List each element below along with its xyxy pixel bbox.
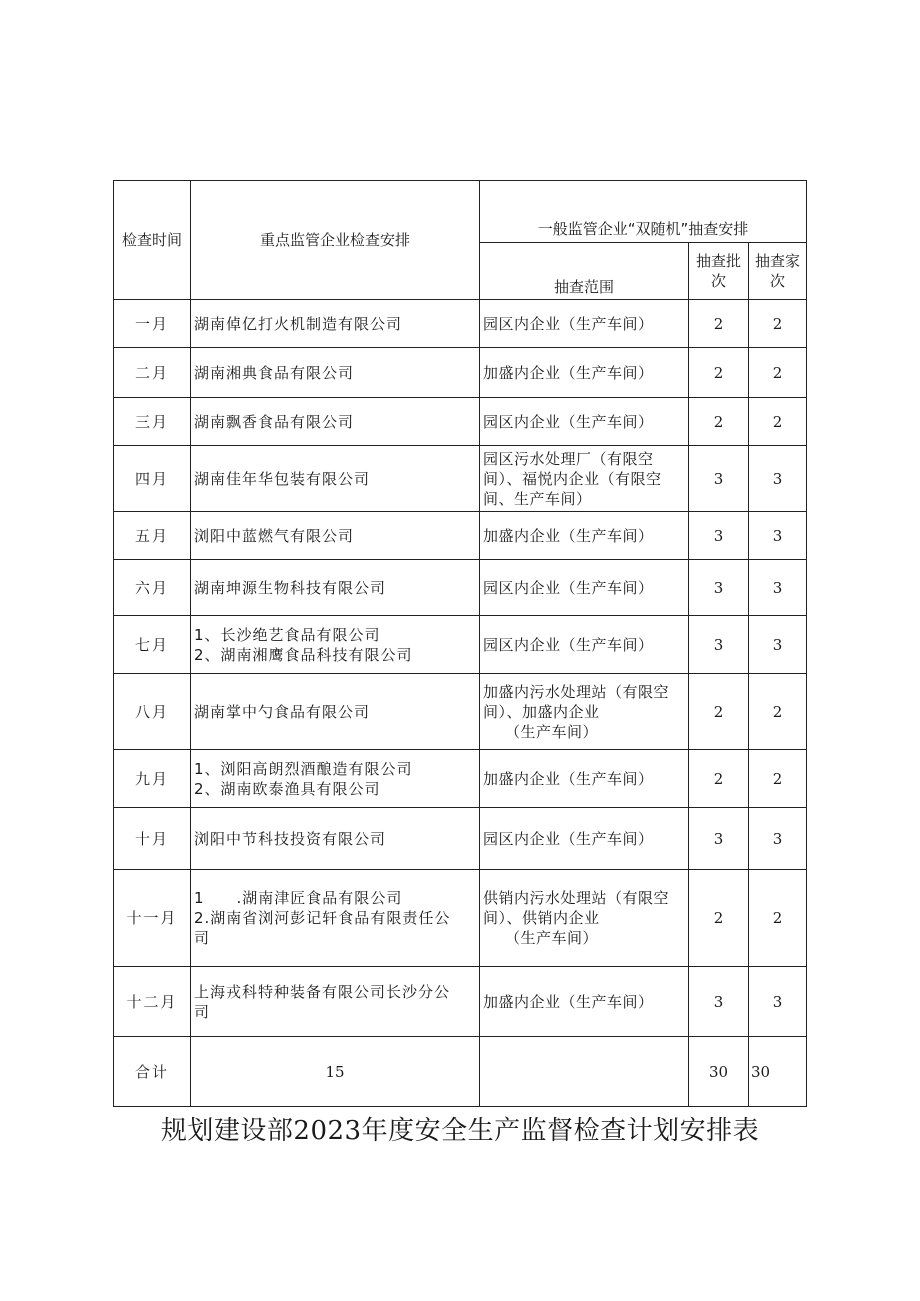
table-row bbox=[114, 512, 807, 560]
key-enterprise-line: 湖南倬亿打火机制造有限公司 bbox=[194, 314, 403, 333]
key-enterprise-cell bbox=[191, 348, 480, 398]
key-enterprise-cell bbox=[191, 616, 480, 674]
sample-scope-line: 园区内企业（生产车间） bbox=[483, 412, 654, 431]
sample-scope-line: 间、生产车间） bbox=[483, 489, 592, 508]
sample-scope-line: 间）、加盛内企业 bbox=[483, 702, 600, 721]
key-enterprise-line: 湖南掌中勺食品有限公司 bbox=[194, 702, 371, 721]
sample-scope-line: 园区内企业（生产车间） bbox=[483, 314, 654, 333]
total-row bbox=[114, 1037, 807, 1107]
key-enterprise-cell bbox=[191, 512, 480, 560]
total-companies: 30 bbox=[749, 1037, 807, 1107]
sample-scope-cell bbox=[480, 512, 689, 560]
batches-cell: 3 bbox=[689, 512, 749, 560]
month-cell: 十月 bbox=[114, 808, 191, 870]
companies-cell: 3 bbox=[749, 616, 807, 674]
sample-scope-line: 加盛内企业（生产车间） bbox=[483, 363, 654, 382]
month-cell: 一月 bbox=[114, 300, 191, 348]
key-enterprise-line: 2、湖南欧泰渔具有限公司 bbox=[194, 779, 381, 798]
batches-cell: 2 bbox=[689, 348, 749, 398]
total-key-count: 15 bbox=[191, 1037, 480, 1107]
companies-cell: 2 bbox=[749, 750, 807, 808]
sample-scope-line: （生产车间） bbox=[505, 722, 599, 741]
sample-scope-line: 加盛内企业（生产车间） bbox=[483, 526, 654, 545]
sample-scope-line: 园区污水处理厂（有限空 bbox=[483, 449, 654, 468]
month-cell: 二月 bbox=[114, 348, 191, 398]
key-enterprise-cell bbox=[191, 750, 480, 808]
key-enterprise-cell bbox=[191, 398, 480, 446]
key-enterprise-cell bbox=[191, 300, 480, 348]
key-enterprise-cell bbox=[191, 808, 480, 870]
table-row bbox=[114, 398, 807, 446]
sample-scope-cell bbox=[480, 348, 689, 398]
sample-scope-line: 园区内企业（生产车间） bbox=[483, 635, 654, 654]
batches-cell: 3 bbox=[689, 446, 749, 512]
header-inspection-time: 检查时间 bbox=[114, 181, 191, 300]
companies-cell: 3 bbox=[749, 560, 807, 616]
sample-scope-line: 园区内企业（生产车间） bbox=[483, 829, 654, 848]
table-row bbox=[114, 300, 807, 348]
table-row bbox=[114, 674, 807, 750]
table-body bbox=[114, 300, 807, 1037]
sample-scope-cell bbox=[480, 674, 689, 750]
sample-scope-line: 加盛内企业（生产车间） bbox=[483, 992, 654, 1011]
batches-cell: 3 bbox=[689, 808, 749, 870]
header-general-enterprise-plan: 一般监管企业“双随机”抽查安排 bbox=[480, 181, 807, 243]
companies-cell: 3 bbox=[749, 967, 807, 1037]
document-title: 规划建设部2023年度安全生产监督检查计划安排表 bbox=[160, 1116, 760, 1146]
sample-scope-cell bbox=[480, 560, 689, 616]
companies-cell: 3 bbox=[749, 512, 807, 560]
month-cell: 三月 bbox=[114, 398, 191, 446]
header-sample-companies: 抽查家次 bbox=[749, 243, 807, 300]
table-row bbox=[114, 808, 807, 870]
header-key-enterprise-plan: 重点监管企业检查安排 bbox=[191, 181, 480, 300]
table-row bbox=[114, 446, 807, 512]
companies-cell: 2 bbox=[749, 348, 807, 398]
sample-scope-line: 间）、福悦内企业（有限空 bbox=[483, 469, 662, 488]
key-enterprise-line: 1 .湖南津匠食品有限公司 bbox=[194, 889, 403, 907]
key-enterprise-line: 2.湖南省浏河彭记轩食品有限责任公 bbox=[194, 909, 451, 927]
batches-cell: 3 bbox=[689, 616, 749, 674]
key-enterprise-line: 浏阳中节科技投资有限公司 bbox=[194, 829, 387, 848]
companies-cell: 3 bbox=[749, 446, 807, 512]
batches-cell: 2 bbox=[689, 750, 749, 808]
table-row bbox=[114, 967, 807, 1037]
table-row bbox=[114, 560, 807, 616]
sample-scope-cell bbox=[480, 616, 689, 674]
batches-cell: 2 bbox=[689, 870, 749, 967]
companies-cell: 2 bbox=[749, 870, 807, 967]
month-cell: 七月 bbox=[114, 616, 191, 674]
key-enterprise-cell bbox=[191, 446, 480, 512]
key-enterprise-line: 司 bbox=[194, 1002, 211, 1021]
key-enterprise-line: 湖南佳年华包装有限公司 bbox=[194, 469, 371, 488]
key-enterprise-line: 湖南飘香食品有限公司 bbox=[194, 412, 355, 431]
sample-scope-cell bbox=[480, 446, 689, 512]
month-cell: 五月 bbox=[114, 512, 191, 560]
month-cell: 十一月 bbox=[114, 870, 191, 967]
total-scope bbox=[480, 1037, 689, 1107]
table-row bbox=[114, 348, 807, 398]
key-enterprise-line: 浏阳中蓝燃气有限公司 bbox=[194, 526, 355, 545]
batches-cell: 3 bbox=[689, 560, 749, 616]
key-enterprise-line: 上海戎科特种装备有限公司长沙分公 bbox=[194, 982, 451, 1001]
sample-scope-line: 间）、供销内企业 bbox=[483, 909, 600, 927]
sample-scope-cell bbox=[480, 750, 689, 808]
sample-scope-cell bbox=[480, 808, 689, 870]
table-row bbox=[114, 750, 807, 808]
total-batches: 30 bbox=[689, 1037, 749, 1107]
key-enterprise-line: 司 bbox=[194, 929, 211, 947]
batches-cell: 2 bbox=[689, 398, 749, 446]
key-enterprise-line: 1、长沙绝艺食品有限公司 bbox=[194, 625, 381, 644]
month-cell: 九月 bbox=[114, 750, 191, 808]
month-cell: 八月 bbox=[114, 674, 191, 750]
sample-scope-line: 园区内企业（生产车间） bbox=[483, 578, 654, 597]
companies-cell: 2 bbox=[749, 398, 807, 446]
sample-scope-line: 加盛内企业（生产车间） bbox=[483, 769, 654, 788]
batches-cell: 2 bbox=[689, 300, 749, 348]
month-cell: 十二月 bbox=[114, 967, 191, 1037]
sample-scope-cell bbox=[480, 870, 689, 967]
table-row bbox=[114, 616, 807, 674]
total-label: 合计 bbox=[114, 1037, 191, 1107]
companies-cell: 2 bbox=[749, 674, 807, 750]
key-enterprise-cell bbox=[191, 870, 480, 967]
sample-scope-cell bbox=[480, 967, 689, 1037]
key-enterprise-cell bbox=[191, 674, 480, 750]
header-sample-scope: 抽查范围 bbox=[480, 243, 689, 300]
key-enterprise-line: 湖南坤源生物科技有限公司 bbox=[194, 578, 387, 597]
key-enterprise-line: 1、浏阳高朗烈酒酿造有限公司 bbox=[194, 759, 413, 778]
batches-cell: 3 bbox=[689, 967, 749, 1037]
sample-scope-line: 加盛内污水处理站（有限空 bbox=[483, 682, 670, 701]
sample-scope-cell bbox=[480, 300, 689, 348]
sample-scope-cell bbox=[480, 398, 689, 446]
sample-scope-line: 供销内污水处理站（有限空 bbox=[483, 889, 670, 907]
key-enterprise-cell bbox=[191, 560, 480, 616]
month-cell: 四月 bbox=[114, 446, 191, 512]
batches-cell: 2 bbox=[689, 674, 749, 750]
companies-cell: 3 bbox=[749, 808, 807, 870]
inspection-plan-table bbox=[113, 180, 807, 1107]
month-cell: 六月 bbox=[114, 560, 191, 616]
header-sample-batches: 抽查批次 bbox=[689, 243, 749, 300]
key-enterprise-line: 湖南湘典食品有限公司 bbox=[194, 363, 355, 382]
key-enterprise-cell bbox=[191, 967, 480, 1037]
companies-cell: 2 bbox=[749, 300, 807, 348]
table-row bbox=[114, 870, 807, 967]
key-enterprise-line: 2、湖南湘鹰食品科技有限公司 bbox=[194, 645, 413, 664]
sample-scope-line: （生产车间） bbox=[505, 929, 599, 947]
